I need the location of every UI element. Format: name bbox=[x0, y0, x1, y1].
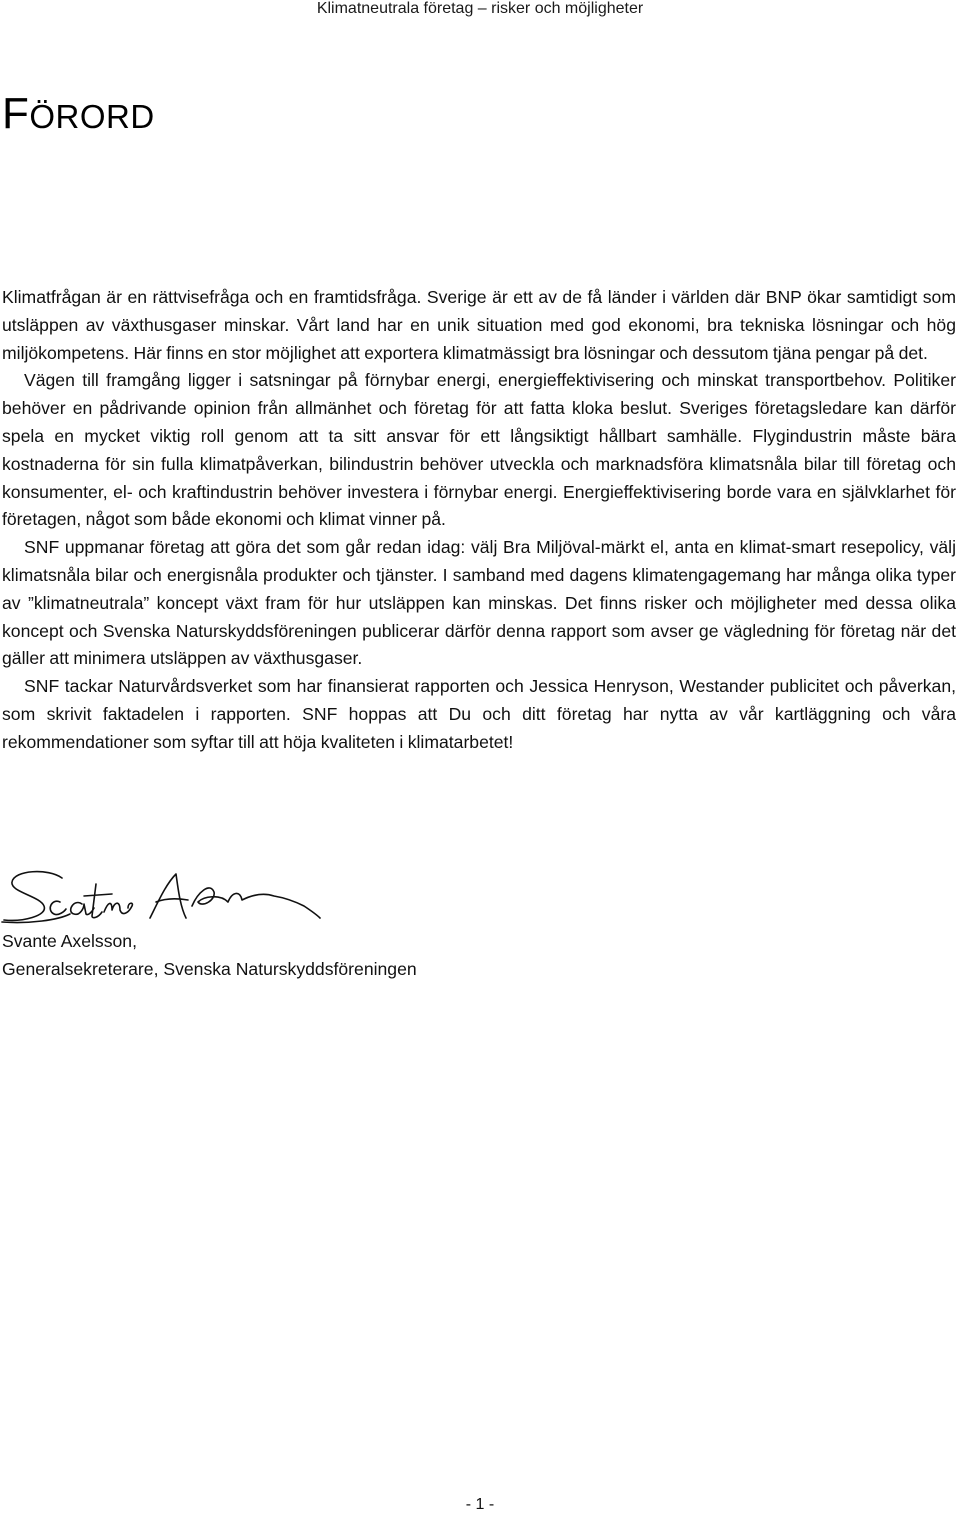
signer-role: Generalsekreterare, Svenska Naturskyddsföreningen bbox=[2, 958, 417, 979]
page-number: - 1 - bbox=[465, 1496, 495, 1513]
paragraph-1: Klimatfrågan är en rättvisefråga och en framtidsfråga. Sverige är ett av de få länder i världen där BNP ökar samtidigt som utsläppen av växthusgaser minskar. Vårt land har en unik situation med god ekonomi, bra tekniska lösningar och hög miljökompetens. Här finns en stor möjlighet att exportera klimatmässigt bra lösningar och dessutom tjäna pengar på det. bbox=[2, 287, 956, 363]
page-title-initial: F bbox=[2, 89, 30, 138]
page-title bbox=[2, 89, 155, 139]
handwritten-signature bbox=[0, 862, 330, 930]
paragraph-2: Vägen till framgång ligger i satsningar på förnybar energi, energieffektivisering och minskat transportbehov. Politiker behöver en pådrivande opinion från allmänhet och företag för att fatta kloka beslut. Sveriges företagsledare kan därför spela en mycket viktig roll genom att ta sitt ansvar för ett långsiktigt hållbart samhälle. Flygindustrin måste bära kostnaderna för sin fulla klimatpåverkan, bilindustrin behöver utveckla och marknadsföra klimatsnåla bilar till företag och konsumenter, el- och kraftindustrin behöver investera i förnybar energi. Energieffektivisering borde vara en självklarhet för företagen, något som både ekonomi och klimat vinner på. bbox=[2, 370, 956, 530]
running-header: Klimatneutrala företag – risker och möjligheter bbox=[316, 0, 644, 17]
paragraph-4: SNF tackar Naturvårdsverket som har finansierat rapporten och Jessica Henryson, Westander publicitet och påverkan, som skrivit faktadelen i rapporten. SNF hoppas att Du och ditt företag har nytta av vår kartläggning och våra rekommendationer som syftar till att höja kvaliteten i klimatarbetet! bbox=[2, 676, 956, 752]
foreword-body bbox=[2, 284, 956, 757]
signer-block bbox=[2, 928, 417, 984]
signer-name: Svante Axelsson, bbox=[2, 931, 137, 951]
page-title-rest: ÖRORD bbox=[29, 98, 155, 135]
paragraph-3: SNF uppmanar företag att göra det som går redan idag: välj Bra Miljöval-märkt el, anta en klimat-smart resepolicy, välj klimatsnåla bilar och energisnåla produkter och tjänster. I samband med dagens klimatengagemang har många olika typer av ”klimatneutrala” koncept växt fram för hur utsläppen kan minskas. Det finns risker och möjligheter med dessa olika koncept och Svenska Naturskyddsföreningen publicerar därför denna rapport som avser ge vägledning för företag när det gäller att minimera utsläppen av växthusgaser. bbox=[2, 537, 956, 669]
